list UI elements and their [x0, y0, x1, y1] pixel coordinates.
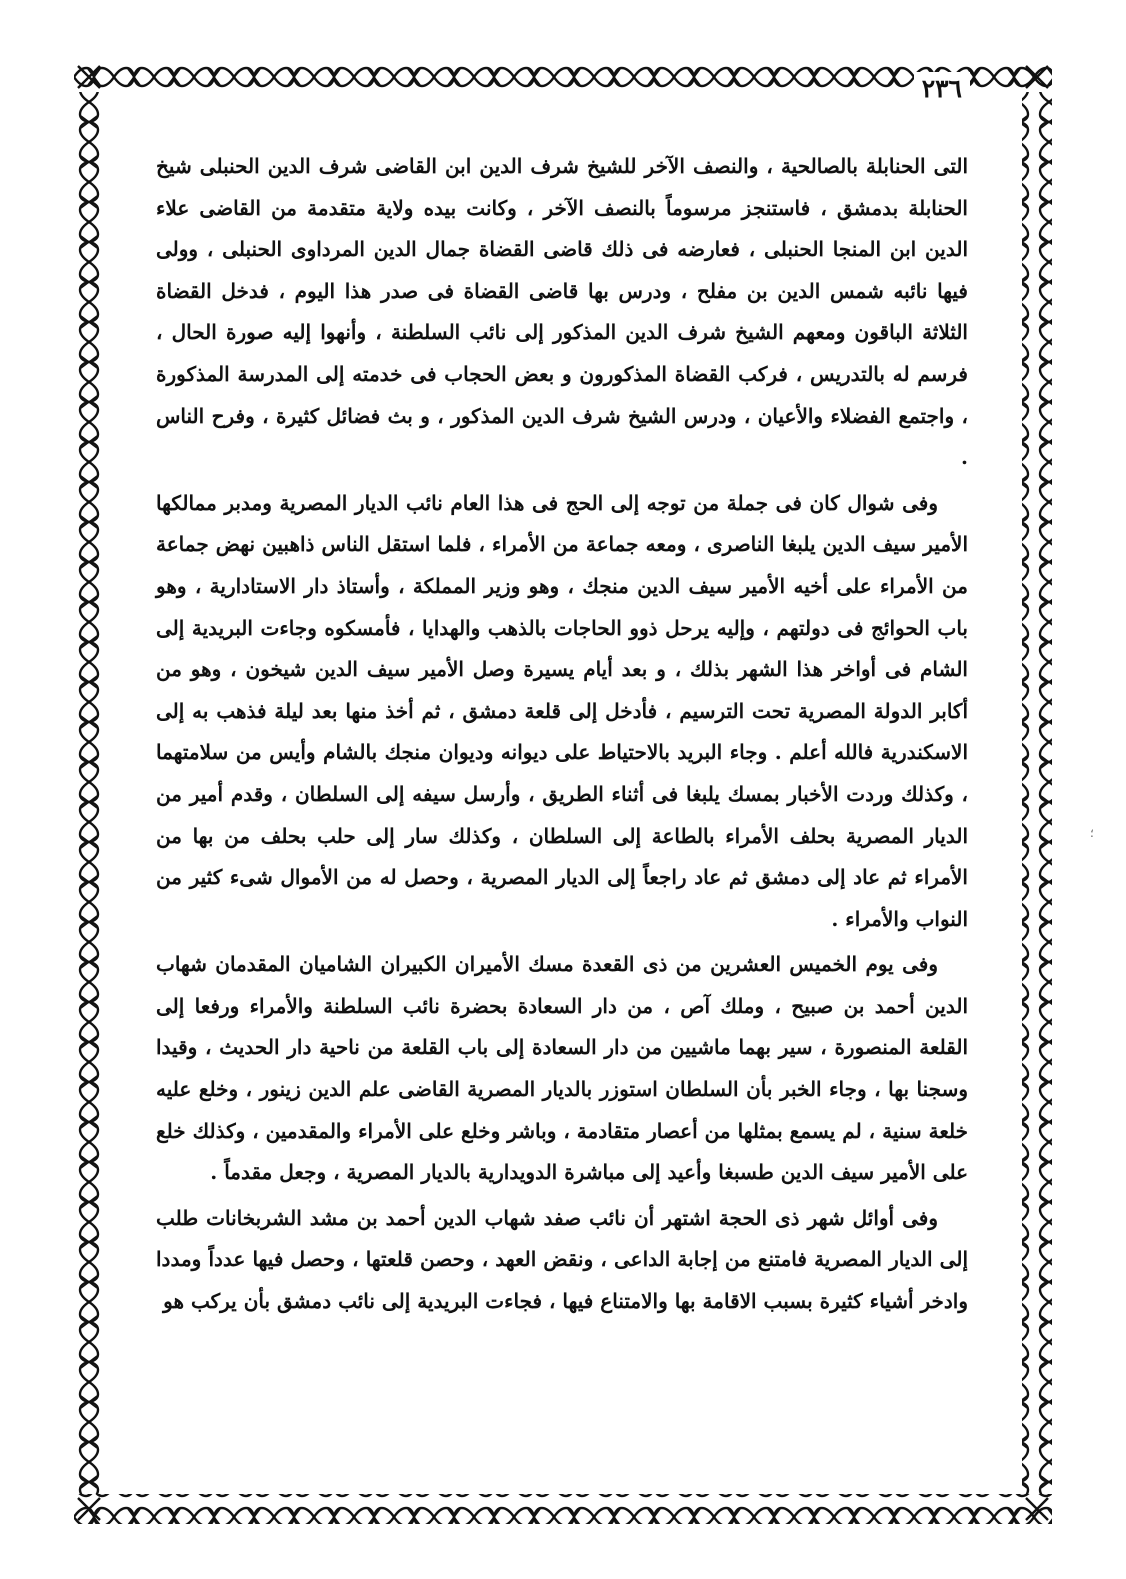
paragraph: وفى شوال كان فى جملة من توجه إلى الحج فى هذا العام نائب الديار المصرية ومدبر ممالكها الأمير سيف الدين يلبغا الناصرى ، ومعه جماعة من الأمراء ، فلما استقل الناس ذاهبين نهض جماعة من الأمراء على أخيه الأمير سيف الدين منجك ، وهو وزير المملكة ، وأستاذ دار الاستادارية ، وهو باب الحوائج فى دولتهم ، وإليه يرحل ذوو الحاجات بالذهب والهدايا ، فأمسكوه وجاءت البريدية إلى الشام فى أواخر هذا الشهر بذلك ، و بعد أيام يسيرة وصل الأمير سيف الدين شيخون ، وهو من أكابر الدولة المصرية تحت الترسيم ، فأدخل إلى قلعة دمشق ، ثم أخذ منها بعد ليلة فذهب به إلى الاسكندرية فالله أعلم . وجاء البريد بالاحتياط على ديوانه وديوان منجك بالشام وأيس من سلامتهما ، وكذلك وردت الأخبار بمسك يلبغا فى أثناء الطريق ، وأرسل سيفه إلى السلطان ، وقدم أمير من الديار المصرية بحلف الأمراء بالطاعة إلى السلطان ، وكذلك سار إلى حلب بحلف من بها من الأمراء ثم عاد إلى دمشق ثم عاد راجعاً إلى الديار المصرية ، وحصل له من الأموال شىء كثير من النواب والأمراء .: [156, 490, 969, 931]
page-number: ٢٣٦: [914, 72, 970, 106]
border-top: [74, 62, 1052, 92]
margin-mark: ؛: [1090, 826, 1094, 840]
border-left: [74, 92, 104, 1494]
paragraph: التى الحنابلة بالصالحية ، والنصف الآخر للشيخ شرف الدين ابن القاضى شرف الدين الحنبلى شيخ الحنابلة بدمشق ، فاستنجز مرسوماً بالنصف الآخر ، وكانت بيده ولاية متقدمة من القاضى علاء الدين ابن المنجا الحنبلى ، فعارضه فى ذلك قاضى القضاة جمال الدين المرداوى الحنبلى ، وولى فيها نائبه شمس الدين بن مفلح ، ودرس بها قاضى القضاة فى صدر هذا اليوم ، فدخل القضاة الثلاثة الباقون ومعهم الشيخ شرف الدين المذكور إلى نائب السلطنة ، وأنهوا إليه صورة الحال ، فرسم له بالتدريس ، فركب القضاة المذكورون و بعض الحجاب فى خدمته إلى المدرسة المذكورة ، واجتمع الفضلاء والأعيان ، ودرس الشيخ شرف الدين المذكور ، و بث فضائل كثيرة ، وفرح الناس .: [156, 154, 968, 470]
paragraph: وفى يوم الخميس العشرين من ذى القعدة مسك الأميران الكبيران الشاميان المقدمان شهاب الدين أحمد بن صبيح ، وملك آص ، من دار السعادة بحضرة نائب السلطنة والأمراء ورفعا إلى القلعة المنصورة ، سير بهما ماشيين من دار السعادة إلى باب القلعة من ناحية دار الحديث ، وقيدا وسجنا بها ، وجاء الخبر بأن السلطان استوزر بالديار المصرية القاضى علم الدين زينور ، وخلع عليه خلعة سنية ، لم يسمع بمثلها من أعصار متقادمة ، وباشر وخلع على الأمراء والمقدمين ، وكذلك خلع على الأمير سيف الدين طسبغا وأعيد إلى مباشرة الدويدارية بالديار المصرية ، وجعل مقدماً .: [156, 952, 968, 1185]
page-frame: [74, 62, 1052, 1524]
border-bottom: [74, 1494, 1052, 1524]
paragraph: وفى أوائل شهر ذى الحجة اشتهر أن نائب صفد شهاب الدين أحمد بن مشد الشربخانات طلب إلى الديار المصرية فامتنع من إجابة الداعى ، ونقض العهد ، وحصن قلعتها ، وحصل فيها عدداً ومددا وادخر أشياء كثيرة بسبب الاقامة بها والامتناع فيها ، فجاءت البريدية إلى نائب دمشق بأن يركب هو: [156, 1205, 968, 1314]
border-right: [1022, 92, 1052, 1494]
text-body: [156, 146, 968, 1496]
